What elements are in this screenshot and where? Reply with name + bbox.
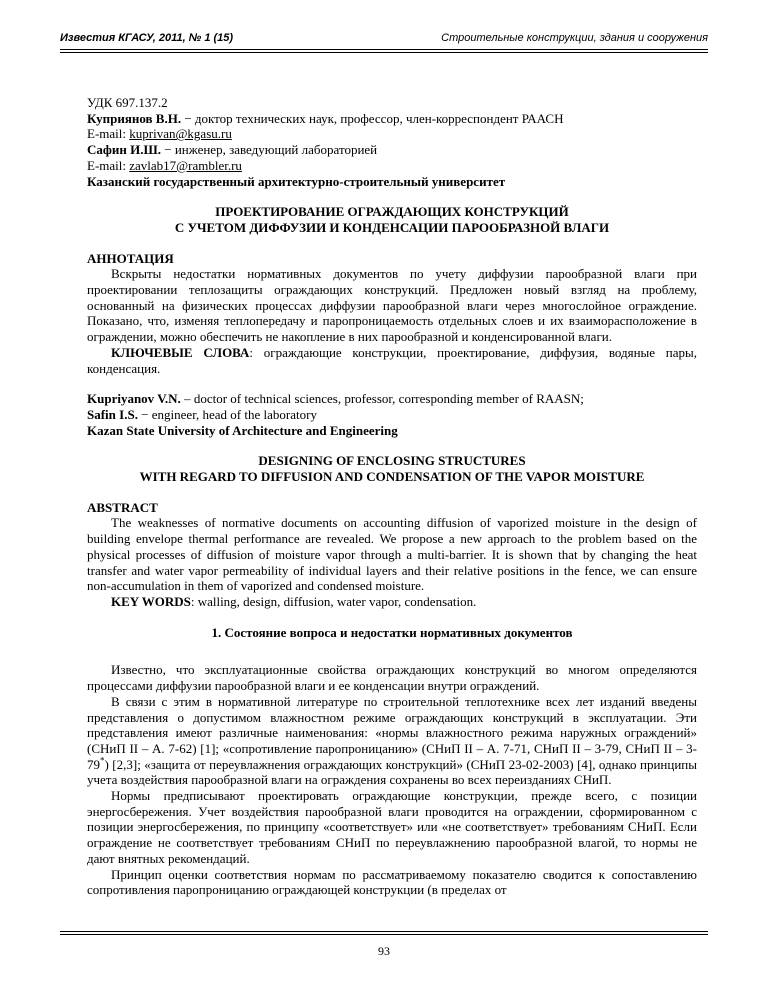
author-desc: − доктор технических наук, профессор, член-корреспондент РААСН bbox=[181, 110, 564, 126]
header-rule-thin bbox=[60, 52, 708, 53]
journal-header: Известия КГАСУ, 2011, № 1 (15) bbox=[60, 32, 234, 44]
udc-code: УДК 697.137.2 bbox=[87, 95, 168, 110]
author-name: Сафин И.Ш. bbox=[87, 142, 162, 158]
abstract-text: The weaknesses of normative documents on accounting diffusion of vaporized moisture in the design of building envelope thermal performance are revealed. We propose a new approach to the problem based on the physical processes of diffusion of moisture vapor through a multi-barrier. It is shown that by changing the heat transfer and water vapor permeability of individual layers and their relative positions in the fence, we can ensure non-accumulation in them of vaporized and condensed moisture. bbox=[87, 515, 697, 594]
paragraph-2: В связи с этим в нормативной литературе по строительной теплотехнике всех лет изданий введены представления о допустимом влажностном режиме ограждающих конструкций в эксплуатации. Эти представления имеют различные наименования: «нормы влажностного режима наружных ограждений» (СНиП II – А. 7-62) [1]; «сопротивление паропроницанию» (СНиП II – А. 7-71, СНиП II – 3-79, СНиП II – 3-79*) [2,3]; «защита от переувлажнения ограждающих конструкций» (СНиП 23-02-2003) [4], однако принципы учета воздействия парообразной влаги на ограждения сохранены во всех переизданиях СНиП. bbox=[87, 693, 697, 788]
annotation-text: Вскрыты недостатки нормативных документов по учету диффузии парообразной влаги при проектировании теплозащиты ограждающих конструкций. Предложен новый взгляд на проблему, основанный на физических процессах диффузии парообразной влаги через многослойное ограждение. Показано, что, изменяя теплопередачу и паропроницаемость отдельных слоев и их взаиморасположение в ограждении, можно обеспечить не накопление в них парообразной и конденсированной влаги. bbox=[87, 266, 697, 345]
paragraph-3: Нормы предписывают проектировать ограждающие конструкции, прежде всего, с позиции энергосбережения. Учет воздействия парообразной влаги проводится на ограждении, сформированном с позиции энергосбережения, по принципу «соответствует» или «не соответствует» требованиям СНиП. Если ограждение не соответствует требованиям СНиП по переувлажнению парообразной влагой, то нормы не дают внятных рекомендаций. bbox=[87, 788, 697, 866]
author-name: Куприянов В.Н. bbox=[87, 110, 182, 126]
keywords-label: KEY WORDS bbox=[111, 593, 191, 609]
author-name: Safin I.S. bbox=[87, 406, 138, 422]
email-link[interactable]: kuprivan@kgasu.ru bbox=[129, 126, 232, 142]
affiliation-ru: Казанский государственный архитектурно-строительный университет bbox=[87, 173, 506, 189]
section-heading: 1. Состояние вопроса и недостатки нормативных документов bbox=[211, 624, 573, 640]
email-line-1 bbox=[87, 126, 697, 142]
page-number: 93 bbox=[378, 944, 390, 958]
title-en-line-2: WITH REGARD TO DIFFUSION AND CONDENSATION OF THE VAPOR MOISTURE bbox=[139, 469, 645, 485]
affiliation-en: Kazan State University of Architecture and Engineering bbox=[87, 422, 398, 438]
annotation-heading: АННОТАЦИЯ bbox=[87, 250, 174, 266]
header-rule-thick bbox=[60, 49, 708, 50]
footer-rule-thick bbox=[60, 934, 708, 935]
author-en-2 bbox=[87, 407, 697, 423]
keywords-text: : walling, design, diffusion, water vapor, condensation. bbox=[190, 593, 477, 609]
title-ru-line-1: ПРОЕКТИРОВАНИЕ ОГРАЖДАЮЩИХ КОНСТРУКЦИЙ bbox=[215, 204, 569, 220]
author-desc: − engineer, head of the laboratory bbox=[137, 406, 317, 422]
keywords-ru bbox=[87, 345, 697, 376]
email-line-2 bbox=[87, 158, 697, 174]
running-header bbox=[60, 26, 708, 44]
section-header: Строительные конструкции, здания и сооружения bbox=[441, 32, 708, 44]
email-label: E-mail: bbox=[87, 126, 130, 142]
author-desc: − инженер, заведующий лабораторией bbox=[161, 142, 378, 158]
paragraph-1: Известно, что эксплуатационные свойства ограждающих конструкций во многом определяются процессами диффузии парообразной влаги и ее конденсации внутри ограждений. bbox=[87, 662, 697, 694]
author-en-1 bbox=[87, 391, 697, 407]
title-en-line-1: DESIGNING OF ENCLOSING STRUCTURES bbox=[258, 453, 526, 469]
email-label: E-mail: bbox=[87, 157, 130, 173]
keywords-label: КЛЮЧЕВЫЕ СЛОВА bbox=[111, 344, 250, 360]
keywords-text: : ограждающие конструкции, проектирование, диффузия, водяные пары, конденсация. bbox=[87, 344, 697, 376]
paragraph-4: Принцип оценки соответствия нормам по рассматриваемому показателю сводится к сопоставлению сопротивления паропроницанию ограждающей конструкции (в пределах от bbox=[87, 866, 697, 898]
email-link[interactable]: zavlab17@rambler.ru bbox=[129, 157, 242, 173]
author-desc: – doctor of technical sciences, professor, corresponding member of RAASN; bbox=[180, 391, 584, 407]
keywords-en bbox=[87, 594, 697, 610]
author-name: Kupriyanov V.N. bbox=[87, 391, 181, 407]
abstract-heading: ABSTRACT bbox=[87, 499, 158, 515]
footer-rule-thin bbox=[60, 931, 708, 932]
title-ru-line-2: С УЧЕТОМ ДИФФУЗИИ И КОНДЕНСАЦИИ ПАРООБРАЗНОЙ ВЛАГИ bbox=[174, 219, 610, 235]
author-ru-2 bbox=[87, 142, 697, 158]
author-ru-1 bbox=[87, 111, 697, 127]
footnote-mark: * bbox=[100, 755, 105, 766]
article-body bbox=[87, 95, 697, 898]
